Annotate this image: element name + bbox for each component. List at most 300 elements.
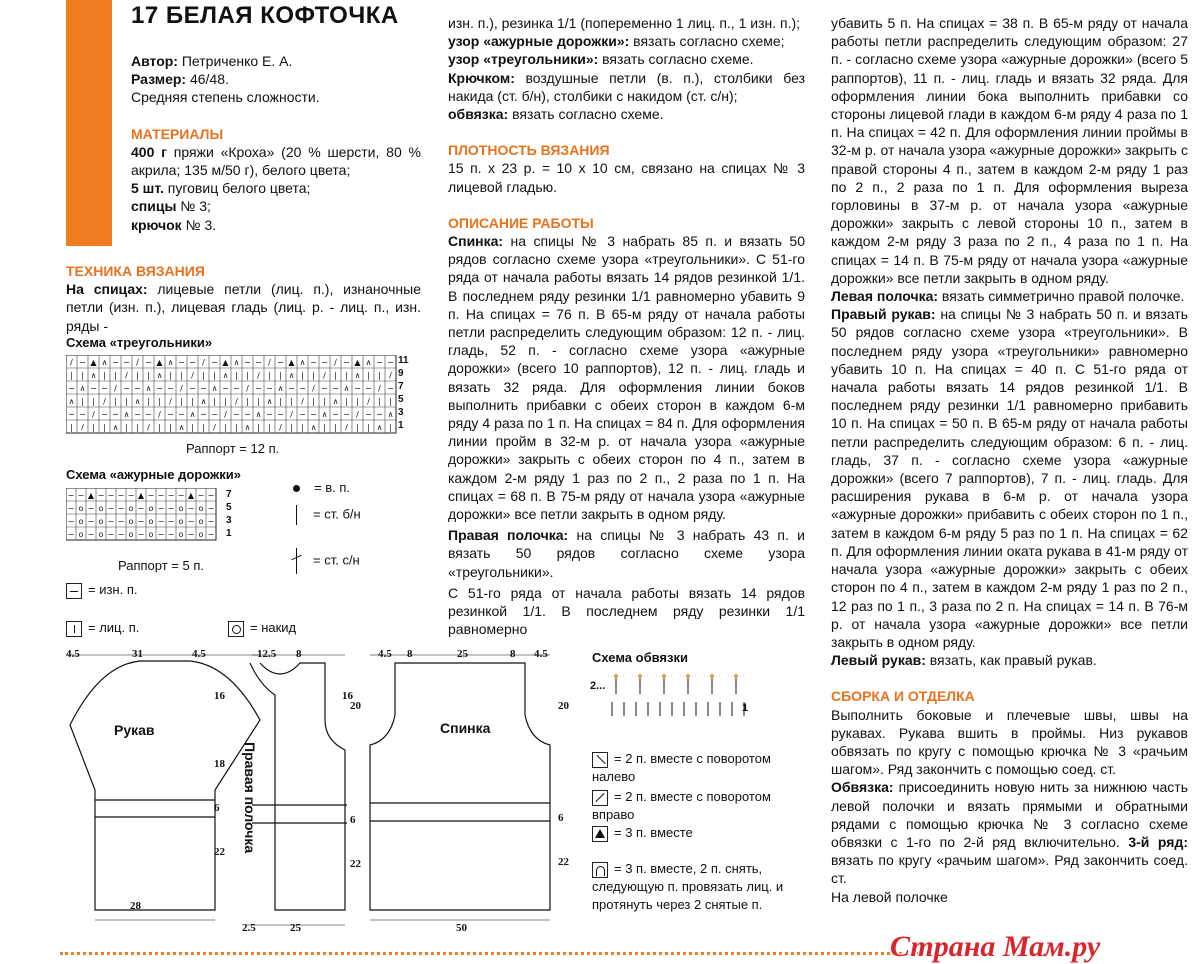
column-1 bbox=[131, 52, 421, 234]
svg-text:/: / bbox=[323, 370, 326, 380]
svg-text:|: | bbox=[312, 370, 315, 380]
svg-text:−: − bbox=[288, 383, 295, 393]
svg-text:−: − bbox=[167, 516, 175, 526]
svg-text:−: − bbox=[127, 490, 135, 500]
legend-k3-special bbox=[592, 860, 802, 914]
front-pattern bbox=[250, 663, 347, 910]
sleeve-label: Рукав bbox=[114, 722, 155, 738]
svg-text:−: − bbox=[197, 490, 205, 500]
svg-text:|: | bbox=[356, 422, 359, 432]
sleeve-dim-b: 31 bbox=[132, 648, 143, 660]
hook-label: крючок bbox=[131, 216, 182, 233]
svg-text:|: | bbox=[257, 396, 260, 406]
svg-text:/: / bbox=[378, 383, 381, 393]
needles-label: спицы bbox=[131, 198, 177, 215]
right-front-text-3: убавить 5 п. На спицах = 38 п. В 65-м ряду от начала работы петли распределить следующим образом: 27 п. - согласно схеме узора «ажурные дорожки» (всего 5 раппортов), 11 п. - лиц. гладь и вязать 32 ряда. Для оформления линии бока выполнить прибавки со стороны лицевой глади в каждом 6-м ряду 4 раза по 1 п. На спицах = 42 п. Для оформления линии проймы в 32-м р. от начала узора «ажурные дорожки» закрыть с правой стороны 4 п., затем в каждом 2-м ряду 1 раз по 2 п., 2 раза по 1 п. Для оформления выреза горловины в 37-м р. от начала узора «ажурные дорожки» закрыть с левой стороны 10 п., затем в каждом 2-м ряду 3 раза по 2 п., 4 раза по 1 п. На спицах = 14 п. В 75-м ряду от начала узора «ажурные дорожки» все петли закрыть в одном ряду. bbox=[831, 15, 1188, 286]
svg-text:−: − bbox=[266, 409, 273, 419]
front-dim-b: 8 bbox=[296, 648, 302, 660]
svg-text:−: − bbox=[207, 503, 215, 513]
svg-text:/: / bbox=[257, 370, 260, 380]
svg-text:∧: ∧ bbox=[68, 396, 75, 406]
legend-k3tog-text: = 3 п. вместе bbox=[614, 825, 693, 840]
legend-k3-special-text: = 3 п. вместе, 2 п. снять, следующую п. провязать лиц. и протянуть через 2 снятые п. bbox=[592, 861, 784, 912]
svg-text:−: − bbox=[147, 490, 155, 500]
svg-text:|: | bbox=[246, 396, 249, 406]
svg-text:−: − bbox=[387, 357, 394, 367]
left-front-text: вязать симметрично правой полочке. bbox=[938, 288, 1185, 305]
needles: № 3; bbox=[176, 198, 211, 215]
svg-text:−: − bbox=[244, 409, 251, 419]
svg-text:−: − bbox=[67, 503, 75, 513]
legend-knit-text: = лиц. п. bbox=[88, 620, 140, 635]
svg-text:/: / bbox=[290, 409, 293, 419]
svg-text:/: / bbox=[279, 422, 282, 432]
svg-text:−: − bbox=[207, 516, 215, 526]
svg-text:|: | bbox=[191, 422, 194, 432]
svg-text:∧: ∧ bbox=[156, 370, 163, 380]
sleeve-dim-a: 4.5 bbox=[66, 648, 80, 660]
svg-text:o: o bbox=[198, 529, 204, 539]
svg-text:−: − bbox=[67, 490, 75, 500]
svg-text:−: − bbox=[187, 503, 195, 513]
svg-text:|: | bbox=[367, 370, 370, 380]
svg-text:/: / bbox=[180, 383, 183, 393]
svg-text:|: | bbox=[114, 396, 117, 406]
svg-text:∧: ∧ bbox=[145, 383, 152, 393]
svg-text:−: − bbox=[233, 383, 240, 393]
svg-text:|: | bbox=[378, 396, 381, 406]
legend-purl bbox=[66, 582, 137, 599]
svg-text:−: − bbox=[211, 357, 218, 367]
svg-text:∧: ∧ bbox=[222, 370, 229, 380]
svg-text:|: | bbox=[202, 422, 205, 432]
svg-text:|: | bbox=[312, 396, 315, 406]
svg-text:−: − bbox=[157, 516, 165, 526]
svg-text:−: − bbox=[90, 383, 97, 393]
svg-text:/: / bbox=[136, 357, 139, 367]
svg-text:∧: ∧ bbox=[343, 383, 350, 393]
triangles-chart bbox=[66, 355, 426, 440]
svg-text:∧: ∧ bbox=[277, 383, 284, 393]
svg-text:−: − bbox=[321, 357, 328, 367]
svg-text:−: − bbox=[79, 357, 86, 367]
svg-text:∧: ∧ bbox=[167, 357, 174, 367]
edging-row-2: 2... bbox=[590, 680, 606, 692]
svg-text:∧: ∧ bbox=[321, 409, 328, 419]
svg-text:|: | bbox=[70, 422, 73, 432]
svg-text:|: | bbox=[147, 370, 150, 380]
svg-text:∧: ∧ bbox=[376, 422, 383, 432]
technique-crochet: воздушные петли (в. п.), столбики без накида (ст. б/н), столбики с накидом (ст. с/н); bbox=[448, 69, 805, 104]
back-text: на спицы № 3 набрать 85 п. и вязать 50 рядов согласно схеме узора «треугольники». С 51-го ряда от начала работы вязать 14 рядов резинкой 1/1. В последнем ряду резинки 1/1 равномерно убавить 9 п. На спицах = 76 п. В 65-м ряду от начала работы петли распределить следующим образом: 12 п. - лиц. гладь, 52 п. - согласно схеме узора «ажурные дорожки» (всего 10 раппортов), 12 п. - лиц. гладь и вязать 32 ряда. Для оформления линии боков выполнить прибавки с обеих сторон в каждом 6-м ряду 4 раза по 1 п. На спицах = 84 п. Для оформления линии пройм в 32-м р. от начала узора «ажурные дорожки» закрыть с обеих сторон по 4 п., затем в каждом 2-м ряду 1 раз по 2 п., 2 раза по 1 п. На спицах = 68 п. В 75-м ряду от начала узора «ажурные дорожки» все петли закрыть в одном ряду. bbox=[448, 233, 805, 523]
svg-text:−: − bbox=[222, 383, 229, 393]
svg-text:▲: ▲ bbox=[137, 490, 145, 500]
back-label: Спинка bbox=[440, 720, 491, 736]
svg-text:|: | bbox=[125, 422, 128, 432]
svg-text:−: − bbox=[200, 383, 207, 393]
svg-text:▲: ▲ bbox=[90, 357, 97, 367]
svg-text:o: o bbox=[128, 503, 134, 513]
legend-k3tog bbox=[592, 825, 693, 842]
k3-special-icon bbox=[592, 862, 608, 878]
svg-text:−: − bbox=[156, 383, 163, 393]
svg-text:/: / bbox=[367, 396, 370, 406]
left-sleeve-text: вязать, как правый рукав. bbox=[925, 652, 1097, 669]
svg-text:∧: ∧ bbox=[233, 357, 240, 367]
svg-text:▲: ▲ bbox=[87, 490, 95, 500]
svg-text:o: o bbox=[78, 529, 84, 539]
sleeve-dim-h4: 22 bbox=[214, 846, 225, 858]
svg-text:/: / bbox=[114, 383, 117, 393]
svg-text:/: / bbox=[246, 383, 249, 393]
svg-text:|: | bbox=[389, 396, 392, 406]
svg-text:−: − bbox=[97, 490, 105, 500]
column-2 bbox=[448, 14, 805, 639]
svg-text:−: − bbox=[321, 383, 328, 393]
knit-icon bbox=[66, 621, 82, 637]
tri-row-5: 5 bbox=[398, 394, 404, 405]
edging-text: присоединить новую нить за нижнюю часть левой полочки и вязать прямыми и обратными рядами с помощью крючка № 3 согласно схеме обвязки с 1-го по 2-й ряд включительно. bbox=[831, 779, 1188, 850]
front-dim-h3: 22 bbox=[350, 858, 361, 870]
edging-title: Схема обвязки bbox=[592, 650, 688, 665]
author-label: Автор: bbox=[131, 53, 178, 69]
back-dim-h2: 6 bbox=[558, 812, 564, 824]
technique-paths-label: узор «ажурные дорожки»: bbox=[448, 33, 630, 50]
svg-text:|: | bbox=[103, 370, 106, 380]
tri-row-1: 1 bbox=[398, 420, 404, 431]
svg-text:−: − bbox=[107, 529, 115, 539]
dotted-divider bbox=[60, 952, 920, 959]
front-dim-w2: 25 bbox=[290, 922, 301, 934]
svg-text:/: / bbox=[92, 409, 95, 419]
svg-text:|: | bbox=[367, 422, 370, 432]
tri-row-9: 9 bbox=[398, 368, 404, 379]
svg-text:/: / bbox=[356, 409, 359, 419]
svg-text:|: | bbox=[356, 396, 359, 406]
svg-text:−: − bbox=[167, 383, 174, 393]
paths-row-labels bbox=[226, 488, 232, 540]
svg-text:/: / bbox=[125, 370, 128, 380]
legend-stbn bbox=[296, 505, 361, 525]
edging-label: Обвязка: bbox=[831, 779, 894, 796]
svg-text:|: | bbox=[345, 370, 348, 380]
triangles-repeat: Раппорт = 12 п. bbox=[186, 441, 280, 456]
svg-text:/: / bbox=[202, 357, 205, 367]
svg-text:/: / bbox=[268, 357, 271, 367]
path-row-1: 1 bbox=[226, 528, 232, 539]
sleeve-pattern bbox=[70, 661, 260, 910]
svg-text:∧: ∧ bbox=[211, 383, 218, 393]
svg-text:|: | bbox=[345, 396, 348, 406]
svg-text:|: | bbox=[290, 396, 293, 406]
svg-text:|: | bbox=[81, 370, 84, 380]
svg-text:−: − bbox=[365, 409, 372, 419]
stbn-icon bbox=[296, 505, 297, 525]
back-dim-h1: 20 bbox=[558, 700, 569, 712]
svg-text:o: o bbox=[178, 516, 184, 526]
svg-text:∧: ∧ bbox=[90, 370, 97, 380]
svg-text:∧: ∧ bbox=[266, 396, 273, 406]
svg-text:o: o bbox=[148, 529, 154, 539]
svg-text:|: | bbox=[202, 370, 205, 380]
svg-text:∧: ∧ bbox=[244, 422, 251, 432]
svg-text:−: − bbox=[67, 529, 75, 539]
svg-text:−: − bbox=[299, 409, 306, 419]
left-sleeve-label: Левый рукав: bbox=[831, 652, 926, 669]
back-dim-a: 4.5 bbox=[378, 648, 392, 660]
svg-text:−: − bbox=[68, 383, 75, 393]
svg-text:|: | bbox=[224, 396, 227, 406]
svg-text:|: | bbox=[103, 422, 106, 432]
svg-text:o: o bbox=[148, 503, 154, 513]
svg-text:|: | bbox=[279, 370, 282, 380]
svg-text:−: − bbox=[178, 409, 185, 419]
materials-heading: МАТЕРИАЛЫ bbox=[131, 125, 224, 142]
svg-text:−: − bbox=[112, 357, 119, 367]
tri-row-3: 3 bbox=[398, 407, 404, 418]
svg-text:−: − bbox=[107, 516, 115, 526]
svg-text:−: − bbox=[157, 503, 165, 513]
svg-text:∧: ∧ bbox=[310, 422, 317, 432]
svg-text:−: − bbox=[112, 409, 119, 419]
front-dim-a: 12.5 bbox=[257, 648, 277, 660]
svg-text:/: / bbox=[235, 396, 238, 406]
svg-text:▲: ▲ bbox=[288, 357, 295, 367]
svg-text:−: − bbox=[255, 383, 262, 393]
svg-text:−: − bbox=[134, 409, 141, 419]
svg-text:|: | bbox=[301, 370, 304, 380]
svg-text:/: / bbox=[147, 422, 150, 432]
paths-chart bbox=[66, 488, 236, 548]
svg-text:|: | bbox=[169, 422, 172, 432]
svg-text:−: − bbox=[107, 490, 115, 500]
front-dim-w1: 2.5 bbox=[242, 922, 256, 934]
svg-text:−: − bbox=[117, 516, 125, 526]
svg-text:/: / bbox=[81, 422, 84, 432]
svg-text:|: | bbox=[290, 422, 293, 432]
legend-vp-text: = в. п. bbox=[314, 480, 350, 495]
svg-text:/: / bbox=[312, 383, 315, 393]
assembly-last: На левой полочке bbox=[831, 888, 948, 905]
svg-text:−: − bbox=[233, 409, 240, 419]
svg-text:−: − bbox=[310, 409, 317, 419]
yo-icon bbox=[228, 621, 244, 637]
svg-text:|: | bbox=[389, 422, 392, 432]
svg-text:o: o bbox=[198, 516, 204, 526]
svg-text:∧: ∧ bbox=[200, 396, 207, 406]
sleeve-dim-h1: 16 bbox=[214, 690, 225, 702]
right-sleeve-text: на спицы № 3 набрать 50 п. и вязать 50 рядов согласно схеме узора «треугольники». В последнем ряду узора «треугольники» равномерно убавить 10 п. На спицах = 40 п. С 51-го ряда от начала работы вязать 14 рядов резинкой 1/1. В последнем ряду резинки 1/1 равномерно прибавить 10 п. На спицах = 50 п. В 65-м ряду от начала работы петли распределить следующим образом: 6 п. - лиц. гладь, 37 п. - согласно схеме узора «ажурные дорожки» (всего 7 раппортов), 7 п. - лиц. гладь. Для расширения рукава в 6-м р. от начала узора «ажурные дорожки» прибавить с обеих сторон по 1 п., затем в каждом 6-м ряду 5 раз по 1 п. На спицах = 62 п. Для оформления линии оката рукава в 41-м ряду от начала узора «ажурные дорожки» закрыть с обеих сторон по 4 п., затем в каждом 2-м ряду 1 раз по 2 п., 12 раз по 1 п., 3 раза по 2 п. На спицах = 14 п. В 76-м р. от начала узора «ажурные дорожки» все петли закрыть в одном ряду. bbox=[831, 306, 1188, 650]
density-heading: ПЛОТНОСТЬ ВЯЗАНИЯ bbox=[448, 142, 610, 159]
svg-text:|: | bbox=[81, 396, 84, 406]
svg-text:/: / bbox=[345, 422, 348, 432]
k2tog-left-icon bbox=[592, 752, 608, 768]
svg-text:∧: ∧ bbox=[79, 383, 86, 393]
svg-text:o: o bbox=[128, 516, 134, 526]
svg-text:∧: ∧ bbox=[123, 409, 130, 419]
svg-text:o: o bbox=[98, 503, 104, 513]
svg-text:−: − bbox=[207, 529, 215, 539]
svg-text:−: − bbox=[167, 409, 174, 419]
svg-text:−: − bbox=[137, 516, 145, 526]
back-label-text: Спинка: bbox=[448, 233, 504, 250]
back-dim-c: 25 bbox=[457, 648, 468, 660]
technique-heading: ТЕХНИКА ВЯЗАНИЯ bbox=[66, 263, 205, 279]
svg-text:−: − bbox=[200, 409, 207, 419]
paths-title: Схема «ажурные дорожки» bbox=[66, 467, 241, 482]
legend-vp bbox=[293, 480, 350, 495]
triangles-row-labels bbox=[398, 354, 409, 432]
svg-text:o: o bbox=[178, 503, 184, 513]
svg-text:∧: ∧ bbox=[354, 370, 361, 380]
legend-purl-text: = изн. п. bbox=[88, 582, 138, 597]
tri-row-11: 11 bbox=[398, 355, 409, 366]
right-front-text-2: С 51-го ряда от начала работы вязать 14 рядов резинкой 1/1. В последнем ряду резинки 1/1 равномерно bbox=[448, 584, 805, 638]
svg-text:−: − bbox=[123, 383, 130, 393]
svg-text:|: | bbox=[70, 370, 73, 380]
svg-text:−: − bbox=[354, 383, 361, 393]
legend-k2tog-right-text: = 2 п. вместе с поворотом вправо bbox=[592, 789, 771, 822]
svg-text:o: o bbox=[148, 516, 154, 526]
technique-edging: вязать согласно схеме. bbox=[508, 106, 664, 123]
svg-text:|: | bbox=[180, 396, 183, 406]
svg-text:−: − bbox=[167, 503, 175, 513]
left-front-label: Левая полочка: bbox=[831, 288, 939, 305]
svg-text:o: o bbox=[128, 529, 134, 539]
svg-text:|: | bbox=[136, 370, 139, 380]
svg-text:−: − bbox=[332, 383, 339, 393]
svg-text:−: − bbox=[145, 409, 152, 419]
svg-text:|: | bbox=[180, 370, 183, 380]
edging-row-1: 1 bbox=[742, 702, 749, 714]
technique-triangles-label: узор «треугольники»: bbox=[448, 51, 599, 68]
svg-text:|: | bbox=[334, 370, 337, 380]
svg-text:−: − bbox=[376, 357, 383, 367]
legend-yo-text: = накид bbox=[250, 620, 297, 635]
svg-text:−: − bbox=[67, 516, 75, 526]
k2tog-right-icon bbox=[592, 790, 608, 806]
svg-text:−: − bbox=[68, 409, 75, 419]
svg-text:−: − bbox=[310, 357, 317, 367]
svg-text:/: / bbox=[169, 396, 172, 406]
svg-text:/: / bbox=[191, 370, 194, 380]
svg-text:∧: ∧ bbox=[134, 396, 141, 406]
svg-text:∧: ∧ bbox=[387, 409, 394, 419]
svg-text:−: − bbox=[157, 529, 165, 539]
svg-text:−: − bbox=[79, 409, 86, 419]
svg-text:|: | bbox=[268, 370, 271, 380]
svg-text:−: − bbox=[244, 357, 251, 367]
svg-text:|: | bbox=[213, 396, 216, 406]
svg-text:−: − bbox=[178, 357, 185, 367]
svg-text:∧: ∧ bbox=[332, 396, 339, 406]
svg-text:−: − bbox=[177, 490, 185, 500]
svg-text:▲: ▲ bbox=[187, 490, 195, 500]
right-sleeve-label: Правый рукав: bbox=[831, 306, 936, 323]
svg-text:/: / bbox=[213, 422, 216, 432]
svg-text:|: | bbox=[158, 422, 161, 432]
svg-text:−: − bbox=[137, 529, 145, 539]
svg-text:−: − bbox=[87, 529, 95, 539]
triangles-title: Схема «треугольники» bbox=[66, 335, 213, 350]
svg-text:∧: ∧ bbox=[189, 409, 196, 419]
page-title: 17 БЕЛАЯ КОФТОЧКА bbox=[131, 2, 399, 29]
legend-yo bbox=[228, 620, 296, 637]
svg-text:/: / bbox=[70, 357, 73, 367]
legend-stsn-text: = ст. с/н bbox=[313, 552, 360, 568]
tri-row-7: 7 bbox=[398, 381, 404, 392]
svg-text:−: − bbox=[101, 383, 108, 393]
paths-repeat: Раппорт = 5 п. bbox=[118, 558, 204, 573]
size: 46/48. bbox=[186, 71, 229, 88]
svg-text:/: / bbox=[389, 370, 392, 380]
svg-text:−: − bbox=[101, 409, 108, 419]
assembly-heading: СБОРКА И ОТДЕЛКА bbox=[831, 688, 975, 705]
svg-text:|: | bbox=[147, 396, 150, 406]
svg-text:/: / bbox=[103, 396, 106, 406]
back-pattern bbox=[370, 663, 550, 910]
svg-text:|: | bbox=[268, 422, 271, 432]
svg-text:−: − bbox=[299, 383, 306, 393]
density-text: 15 п. x 23 р. = 10 x 10 см, связано на спицах № 3 лицевой гладью. bbox=[448, 160, 805, 195]
svg-text:|: | bbox=[246, 370, 249, 380]
legend-k2tog-right bbox=[592, 788, 802, 824]
svg-text:−: − bbox=[134, 383, 141, 393]
svg-text:−: − bbox=[87, 503, 95, 513]
edging-chart bbox=[604, 670, 754, 720]
svg-text:−: − bbox=[343, 357, 350, 367]
front-dim-h0: 16 bbox=[342, 690, 353, 702]
buttons-count: 5 шт. bbox=[131, 180, 164, 197]
column-3 bbox=[831, 14, 1188, 906]
svg-text:|: | bbox=[279, 396, 282, 406]
svg-text:o: o bbox=[78, 516, 84, 526]
svg-text:−: − bbox=[187, 529, 195, 539]
svg-text:−: − bbox=[123, 357, 130, 367]
svg-text:/: / bbox=[224, 409, 227, 419]
svg-text:|: | bbox=[334, 422, 337, 432]
svg-text:−: − bbox=[187, 516, 195, 526]
sleeve-dim-c: 4.5 bbox=[192, 648, 206, 660]
svg-text:|: | bbox=[235, 422, 238, 432]
svg-text:−: − bbox=[117, 529, 125, 539]
technique-block bbox=[66, 262, 421, 335]
technique-knit: лицевые петли (лиц. п.), изнаночные петли (изн. п.), лицевая гладь (лиц. р. - лиц. п., изн. ряды - bbox=[66, 281, 421, 334]
svg-text:|: | bbox=[169, 370, 172, 380]
svg-text:−: − bbox=[87, 516, 95, 526]
description-heading: ОПИСАНИЕ РАБОТЫ bbox=[448, 214, 594, 231]
svg-text:|: | bbox=[301, 422, 304, 432]
svg-text:−: − bbox=[255, 357, 262, 367]
front-label: Правая полочка bbox=[242, 742, 258, 854]
right-front-label: Правая полочка: bbox=[448, 527, 569, 544]
accent-bar bbox=[66, 0, 112, 246]
legend-stsn bbox=[296, 548, 360, 574]
technique-edging-label: обвязка: bbox=[448, 106, 509, 123]
legend-knit bbox=[66, 620, 139, 637]
hook: № 3. bbox=[181, 216, 217, 233]
svg-text:|: | bbox=[235, 370, 238, 380]
back-dim-d: 8 bbox=[510, 648, 516, 660]
svg-text:∧: ∧ bbox=[365, 357, 372, 367]
svg-text:▲: ▲ bbox=[156, 357, 163, 367]
svg-text:▲: ▲ bbox=[354, 357, 361, 367]
stsn-icon bbox=[296, 548, 297, 574]
svg-text:o: o bbox=[178, 529, 184, 539]
svg-text:−: − bbox=[376, 409, 383, 419]
svg-text:|: | bbox=[257, 422, 260, 432]
technique-crochet-label: Крючком: bbox=[448, 69, 515, 86]
